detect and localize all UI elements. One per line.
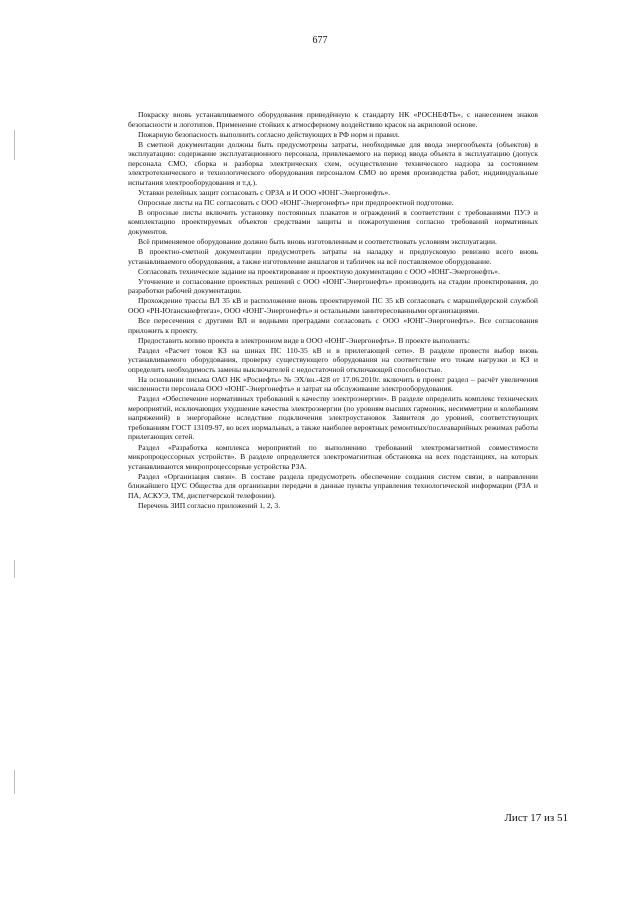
paragraph: Все пересечения с другими ВЛ и водными преградами согласовать с ООО «ЮНГ-Энергонефть». Все согласования приложить к проекту. xyxy=(128,316,538,335)
paragraph: В сметной документации должны быть предусмотрены затраты, необходимые для ввода энергообъекта (объектов) в эксплуатацию: содержание эксплуатационного персонала, привлекаемого на период ввода объекта в эксплуатацию (допуск персонала СМО, сборка и разборка электрических схем, осуществление технического надзора за состоянием электротехнического и технологического оборудования персоналом СМО во время производства работ, индивидуальные испытания электрооборудования и т.д.). xyxy=(128,139,538,187)
paragraph: Всё применяемое оборудование должно быть вновь изготовленным и соответствовать условиям эксплуатации. xyxy=(138,237,497,247)
paragraph: Покраску вновь устанавливаемого оборудования приведённую к стандарту НК «РОСНЕФТЬ», с нанесением знаков безопасности и логотипов. Применение стойких к атмосферному воздействию красок на акриловой основе. xyxy=(128,110,538,129)
sheet-number: Лист 17 из 51 xyxy=(504,812,568,824)
paragraph: Раздел «Расчет токов КЗ на шинах ПС 110-35 кВ и в прилегающей сети». В разделе провести выбор вновь устанавливаемого оборудования, проверку существующего оборудования на соответствие его токам нагрузки и КЗ и определить необходимость замены выключателей с недостаточной отключающей способностью. xyxy=(128,345,538,374)
scan-edge-mark xyxy=(14,130,15,160)
paragraph: Предоставить копию проекта в электронном виде в ООО «ЮНГ-Энергонефть». В проекте выполнить: xyxy=(138,335,470,345)
paragraph: Уточнение и согласование проектных решений с ООО «ЮНГ-Энергонефть» производить на стадии проектирования, до разработки рабочей документации. xyxy=(128,276,538,296)
paragraph: В проектно-сметной документации предусмотреть затраты на наладку и предпусковую ревизию всего вновь устанавливаемого оборудования, а также изготовление аншлагов и табличек на всё поставляемое оборудование. xyxy=(128,247,538,266)
paragraph: Прохождение трассы ВЛ 35 кВ и расположение вновь проектируемой ПС 35 кВ согласовать с маркшейдерской службой ООО «РН-Юганскнефтегаз», ООО «ЮНГ-Энергонефть» и остальными заинтересованными организациями. xyxy=(128,296,538,315)
paragraph: Уставки релейных защит согласовать с ОРЗА и И ООО «ЮНГ-Энергонефть». xyxy=(138,187,391,197)
scan-edge-mark xyxy=(14,560,15,578)
paragraph: В опросные листы включить установку постоянных плакатов и ограждений в соответствии с требованиями ПУЭ и комплектацию проектируемых объектов средствами защиты и пожаротушения согласно требований нормативных документов. xyxy=(128,207,538,236)
paragraph: Раздел «Разработка комплекса мероприятий по выполнению требований электромагнитной совместимости микропроцессорных устройств». В разделе определяется электромагнитная обстановка на всех подстанциях, на которых устанавливаются микропроцессорные устройства РЗА. xyxy=(128,442,538,471)
paragraph: Пожарную безопасность выполнить согласно действующих в РФ норм и правил. xyxy=(138,129,400,139)
body-text xyxy=(128,110,538,511)
paragraph: Согласовать техническое задание на проектирование и проектную документацию с ООО «ЮНГ-Энергонефть». xyxy=(138,266,500,276)
paragraph: На основании письма ОАО НК «Роснефть» № ЭХ/вн.-428 от 17.06.2010г. включить в проект раздел – расчёт увеличения численности персонала ООО «ЮНГ-Энергонефть» и затрат на обслуживание электрооборудования. xyxy=(128,374,538,394)
paragraph: Опросные листы на ПС согласовать с ООО «ЮНГ-Энергонефть» при предпроектной подготовке. xyxy=(138,197,454,207)
paragraph: Перечень ЗИП согласно приложений 1, 2, 3. xyxy=(138,500,281,510)
paragraph: Раздел «Организация связи». В составе раздела предусмотреть обеспечение создания систем связи, в направлении ближайшего ЦУС Общества для организации передачи в данные пункты управления технологической информации (РЗА и ПА, АСКУЭ, ТМ, диспетчерской телефонии). xyxy=(128,471,538,500)
scan-edge-mark xyxy=(14,770,15,794)
page-number: 677 xyxy=(312,35,328,46)
paragraph: Раздел «Обеспечение нормативных требований к качеству электроэнергии». В разделе определить комплекс технических мероприятий, исключающих ухудшение качества электроэнергии (по уровням высших гармоник, несимметрии и колебаниям напряжений) в энергорайоне вследствие подключения электроустановок Заявителя до уровней, соответствующих требованиям ГОСТ 13109-97, во всех нормальных, а также наиболее вероятных ремонтных/послеаварийных режимах работы прилегающих сетей. xyxy=(128,394,538,442)
